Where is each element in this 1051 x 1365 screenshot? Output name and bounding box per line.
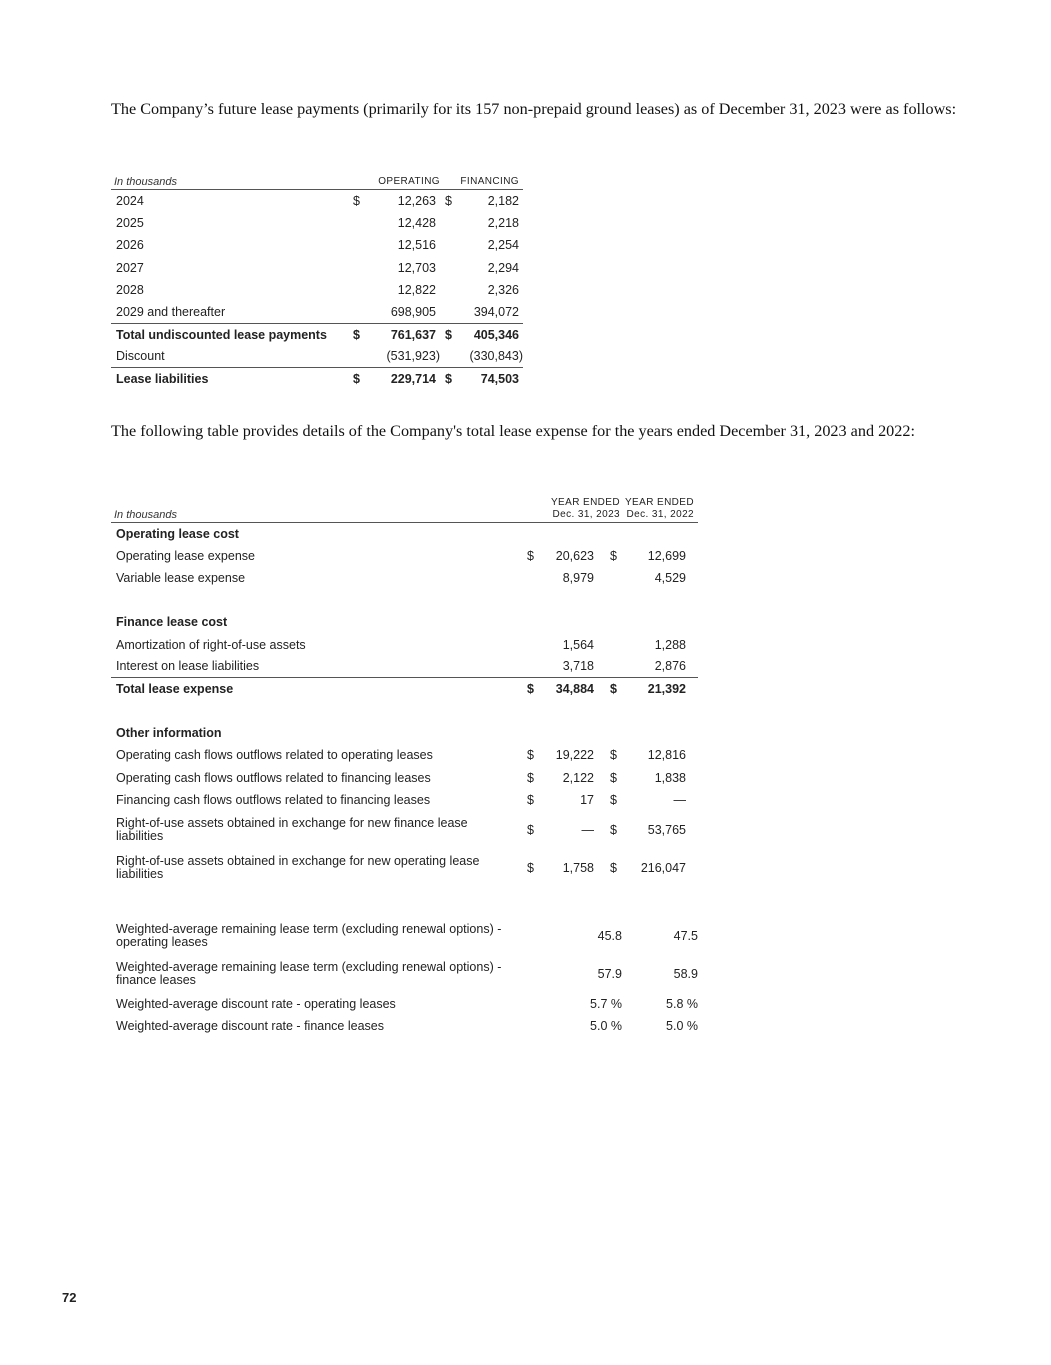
section-header-row bbox=[111, 722, 698, 744]
row-label: Weighted-average remaining lease term (excluding renewal options) - operating leases bbox=[116, 921, 502, 949]
currency-symbol: $ bbox=[527, 548, 534, 563]
value-2022: 5.0 % bbox=[666, 1019, 698, 1034]
currency-symbol bbox=[440, 212, 455, 234]
operating-value: 229,714 bbox=[368, 368, 440, 390]
value-2022: 4,529 bbox=[654, 570, 686, 585]
row-label: Variable lease expense bbox=[116, 570, 246, 585]
value-2022: 216,047 bbox=[640, 860, 686, 875]
value-2022: 47.5 bbox=[673, 928, 698, 943]
operating-value: 12,516 bbox=[397, 238, 436, 253]
table-row bbox=[111, 256, 523, 278]
value-2022: 12,816 bbox=[647, 748, 686, 763]
value-2023: 1,758 bbox=[562, 860, 594, 875]
financing-value: 2,294 bbox=[487, 260, 519, 275]
row-label: Operating lease expense bbox=[116, 548, 255, 563]
operating-value: 761,637 bbox=[368, 323, 440, 345]
row-label: Weighted-average discount rate - finance leases bbox=[116, 1019, 384, 1034]
value-2022: — bbox=[673, 792, 686, 807]
operating-value: 12,428 bbox=[397, 215, 436, 230]
financing-value: (330,843) bbox=[469, 349, 523, 364]
value-2022: 1,838 bbox=[654, 770, 686, 785]
spacer-row bbox=[111, 589, 698, 611]
row-label: 2025 bbox=[116, 215, 144, 230]
operating-value: (531,923) bbox=[386, 349, 440, 364]
value-2023: 45.8 bbox=[597, 928, 622, 943]
currency-symbol: $ bbox=[353, 323, 368, 345]
page-number: 72 bbox=[62, 1290, 77, 1305]
table-row bbox=[111, 744, 698, 766]
currency-symbol: $ bbox=[610, 770, 617, 785]
operating-value: 698,905 bbox=[390, 304, 436, 319]
row-label: Financing cash flows outflows related to financing leases bbox=[116, 792, 431, 807]
table-row bbox=[111, 567, 698, 589]
currency-symbol bbox=[440, 279, 455, 301]
currency-symbol: $ bbox=[594, 678, 622, 700]
table-row bbox=[111, 849, 698, 887]
table-row bbox=[111, 190, 523, 212]
currency-symbol: $ bbox=[610, 748, 617, 763]
value-2022: 1,288 bbox=[654, 637, 686, 652]
financing-value: 2,182 bbox=[487, 193, 519, 208]
currency-symbol: $ bbox=[527, 792, 534, 807]
table-row bbox=[111, 368, 523, 390]
value-2022: 5.8 % bbox=[666, 997, 698, 1012]
unit-label: In thousands bbox=[111, 170, 353, 190]
currency-symbol bbox=[521, 656, 543, 678]
operating-value: 12,822 bbox=[397, 282, 436, 297]
value-2023: 3,718 bbox=[562, 659, 594, 674]
col-header-2023 bbox=[543, 494, 622, 523]
table-row bbox=[111, 811, 698, 849]
currency-symbol bbox=[353, 301, 368, 323]
currency-symbol: $ bbox=[527, 860, 534, 875]
row-label: Amortization of right-of-use assets bbox=[116, 637, 306, 652]
row-label: Operating cash flows outflows related to operating leases bbox=[116, 748, 433, 763]
table-row bbox=[111, 279, 523, 301]
currency-symbol bbox=[440, 256, 455, 278]
value-2023: 20,623 bbox=[555, 548, 594, 563]
lease-expense-table bbox=[111, 494, 698, 1037]
value-2023: 1,564 bbox=[562, 637, 594, 652]
currency-symbol: $ bbox=[527, 770, 534, 785]
intro-paragraph-2: The following table provides details of the Company's total lease expense for the years ended December 31, 2023 and 2022: bbox=[111, 422, 915, 440]
table-row bbox=[111, 545, 698, 567]
value-2022: 53,765 bbox=[647, 822, 686, 837]
value-2022: 21,392 bbox=[622, 678, 686, 700]
row-label: Weighted-average discount rate - operating leases bbox=[116, 997, 396, 1012]
currency-symbol: $ bbox=[610, 548, 617, 563]
value-2023: 8,979 bbox=[562, 570, 594, 585]
currency-symbol bbox=[521, 567, 543, 589]
table-row bbox=[111, 633, 698, 655]
future-lease-payments-table bbox=[111, 170, 523, 390]
unit-label: In thousands bbox=[111, 494, 521, 523]
value-2023: 34,884 bbox=[543, 678, 594, 700]
table-row bbox=[111, 767, 698, 789]
intro-paragraph-1: The Company’s future lease payments (primarily for its 157 non-prepaid ground leases) as of December 31, 2023 were as follows: bbox=[111, 100, 957, 118]
table-row bbox=[111, 678, 698, 700]
row-label: Interest on lease liabilities bbox=[116, 659, 260, 674]
col-header-2022 bbox=[622, 494, 698, 523]
section-header: Operating lease cost bbox=[116, 526, 239, 541]
table-row bbox=[111, 301, 523, 323]
value-2023: 2,122 bbox=[562, 770, 594, 785]
currency-symbol bbox=[440, 301, 455, 323]
currency-symbol bbox=[594, 656, 622, 678]
row-label: 2029 and thereafter bbox=[116, 304, 226, 319]
currency-symbol bbox=[521, 633, 543, 655]
value-2022: 2,876 bbox=[654, 659, 686, 674]
table-row bbox=[111, 212, 523, 234]
currency-symbol: $ bbox=[521, 678, 543, 700]
currency-symbol bbox=[594, 633, 622, 655]
row-label: Right-of-use assets obtained in exchange for new finance lease liabilities bbox=[116, 815, 468, 843]
value-2023: 57.9 bbox=[597, 966, 622, 981]
currency-symbol: $ bbox=[610, 792, 617, 807]
table-row bbox=[111, 656, 698, 678]
section-header: Other information bbox=[116, 726, 222, 741]
spacer-row bbox=[111, 887, 698, 917]
col-header-operating: OPERATING bbox=[368, 170, 440, 190]
currency-symbol: $ bbox=[610, 822, 617, 837]
currency-symbol bbox=[353, 346, 368, 368]
financing-value: 394,072 bbox=[473, 304, 519, 319]
col-header-2022-line1: YEAR ENDED bbox=[624, 497, 694, 508]
table-row bbox=[111, 789, 698, 811]
value-2022: 12,699 bbox=[647, 548, 686, 563]
table-row bbox=[111, 955, 698, 993]
value-2022: 58.9 bbox=[673, 966, 698, 981]
currency-symbol: $ bbox=[445, 193, 452, 208]
col-header-financing: FINANCING bbox=[455, 170, 523, 190]
row-label: Total undiscounted lease payments bbox=[111, 323, 353, 345]
section-header-row bbox=[111, 523, 698, 545]
row-label: Discount bbox=[116, 349, 165, 364]
row-label: Lease liabilities bbox=[111, 368, 353, 390]
row-label: Weighted-average remaining lease term (excluding renewal options) - finance leases bbox=[116, 959, 502, 987]
currency-symbol bbox=[594, 567, 622, 589]
currency-symbol bbox=[353, 212, 368, 234]
table-row bbox=[111, 346, 523, 368]
section-header-row bbox=[111, 611, 698, 633]
currency-symbol bbox=[440, 346, 455, 368]
financing-value: 405,346 bbox=[455, 323, 523, 345]
currency-symbol: $ bbox=[440, 323, 455, 345]
spacer-row bbox=[111, 700, 698, 722]
row-label: Right-of-use assets obtained in exchange for new operating lease liabilities bbox=[116, 853, 480, 881]
currency-symbol: $ bbox=[527, 748, 534, 763]
table-row bbox=[111, 1015, 698, 1037]
section-header: Finance lease cost bbox=[116, 615, 228, 630]
value-2023: 5.7 % bbox=[590, 997, 622, 1012]
financing-value: 2,326 bbox=[487, 282, 519, 297]
value-2023: 5.0 % bbox=[590, 1019, 622, 1034]
row-label: 2026 bbox=[116, 238, 144, 253]
operating-value: 12,263 bbox=[397, 193, 436, 208]
currency-symbol: $ bbox=[353, 193, 360, 208]
currency-symbol bbox=[353, 234, 368, 256]
row-label: 2027 bbox=[116, 260, 144, 275]
row-label: 2028 bbox=[116, 282, 144, 297]
row-label: Operating cash flows outflows related to financing leases bbox=[116, 770, 431, 785]
currency-symbol bbox=[440, 234, 455, 256]
financing-value: 2,254 bbox=[487, 238, 519, 253]
currency-symbol: $ bbox=[610, 860, 617, 875]
financing-value: 74,503 bbox=[455, 368, 523, 390]
value-2023: 17 bbox=[580, 792, 594, 807]
financing-value: 2,218 bbox=[487, 215, 519, 230]
currency-symbol: $ bbox=[527, 822, 534, 837]
currency-symbol bbox=[353, 279, 368, 301]
table-row bbox=[111, 917, 698, 955]
table-row bbox=[111, 234, 523, 256]
col-header-2023-line2: Dec. 31, 2023 bbox=[552, 509, 620, 520]
currency-symbol: $ bbox=[353, 368, 368, 390]
col-header-2023-line1: YEAR ENDED bbox=[550, 497, 620, 508]
value-2023: — bbox=[581, 822, 594, 837]
table-row bbox=[111, 323, 523, 345]
table-row bbox=[111, 993, 698, 1015]
operating-value: 12,703 bbox=[397, 260, 436, 275]
currency-symbol bbox=[353, 256, 368, 278]
row-label: Total lease expense bbox=[111, 678, 521, 700]
value-2023: 19,222 bbox=[555, 748, 594, 763]
row-label: 2024 bbox=[116, 193, 144, 208]
col-header-2022-line2: Dec. 31, 2022 bbox=[626, 509, 694, 520]
currency-symbol: $ bbox=[440, 368, 455, 390]
